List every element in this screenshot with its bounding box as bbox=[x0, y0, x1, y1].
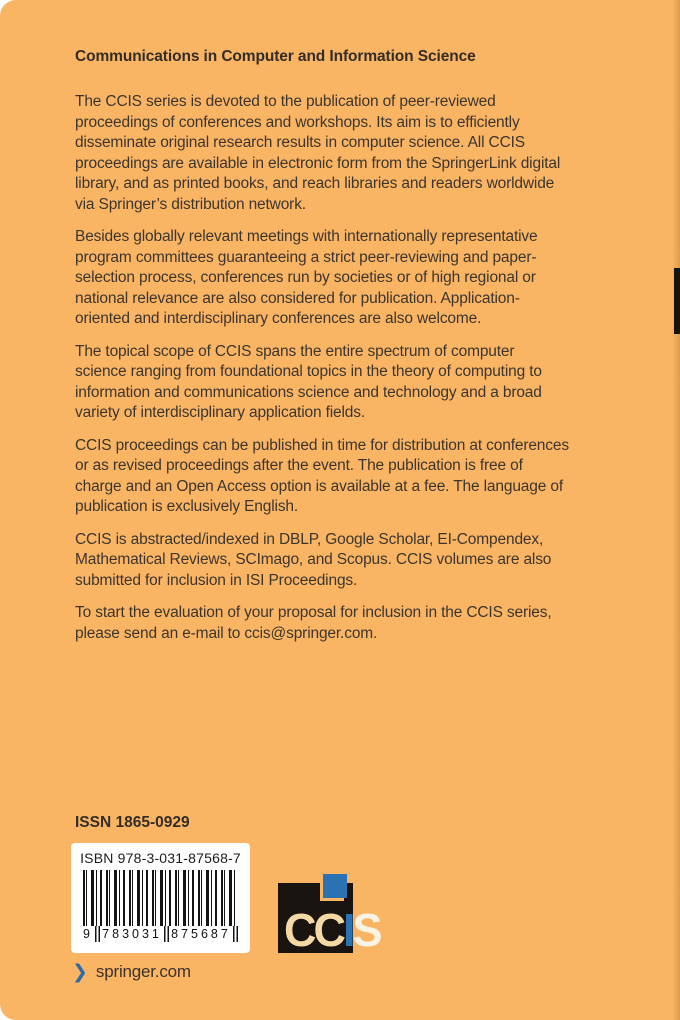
paragraph-topical-scope: The topical scope of CCIS spans the entire spectrum of computer science ranging from foundational topics in the theory of computing to information and communications science and technology and a broad variety of interdisciplinary application fields. bbox=[75, 342, 542, 421]
paragraph-meetings: Besides globally relevant meetings with internationally representative program committees guaranteeing a strict peer-reviewing and paper-selection process, conferences run by societies or of high regional or national relevance are also considered for publication. Application-oriented and interdisciplinary conferences are also welcome. bbox=[75, 228, 538, 327]
ccis-logo bbox=[278, 874, 393, 957]
publisher-footer bbox=[72, 962, 191, 982]
barcode-digit-group: 783031 bbox=[102, 927, 162, 941]
chevron-right-icon: ❯ bbox=[72, 961, 88, 983]
paragraph-proposal-contact: To start the evaluation of your proposal for inclusion in the CCIS series, please send an e-mail to ccis@springer.com. bbox=[75, 604, 552, 642]
barcode-guard bbox=[233, 926, 238, 942]
spine-tab bbox=[674, 268, 680, 334]
barcode-digit-group: 9 bbox=[83, 927, 93, 941]
publisher-url: springer.com bbox=[95, 962, 191, 981]
page-edge-shading bbox=[672, 0, 680, 1020]
ccis-logo-cc: CC bbox=[284, 904, 343, 957]
barcode-guard bbox=[164, 926, 169, 942]
ccis-logo-blue-square bbox=[323, 874, 347, 898]
barcode-guard bbox=[95, 926, 100, 942]
ccis-logo-s: S bbox=[352, 904, 380, 957]
series-description bbox=[75, 47, 569, 656]
paragraph-series-intro: The CCIS series is devoted to the publication of peer-reviewed proceedings of conferences and workshops. Its aim is to efficiently disseminate original research results in computer science. All CCIS proceedings are available in electronic form from the SpringerLink digital library, and as printed books, and reach libraries and readers worldwide via Springer’s distribution network. bbox=[75, 93, 561, 213]
paragraph-indexing: CCIS is abstracted/indexed in DBLP, Google Scholar, EI-Compendex, Mathematical Reviews, SCImago, and Scopus. CCIS volumes are also submitted for inclusion in ISI Proceedings. bbox=[75, 530, 552, 589]
isbn-label: ISBN 978-3-031-87568-7 bbox=[80, 850, 241, 866]
series-title: Communications in Computer and Information Science bbox=[75, 48, 476, 65]
ccis-logo-letters bbox=[284, 904, 380, 957]
paragraph-publication-terms: CCIS proceedings can be published in time for distribution at conferences or as revised proceedings after the event. The publication is free of charge and an Open Access option is available at a fee. The language of publication is exclusively English. bbox=[75, 436, 569, 515]
barcode-digit-group: 875687 bbox=[171, 927, 231, 941]
isbn-barcode bbox=[71, 843, 250, 953]
barcode-digits bbox=[83, 926, 238, 942]
ccis-logo-i: I bbox=[343, 904, 353, 957]
issn-label: ISSN 1865-0929 bbox=[75, 814, 190, 831]
barcode-bars bbox=[83, 870, 238, 926]
